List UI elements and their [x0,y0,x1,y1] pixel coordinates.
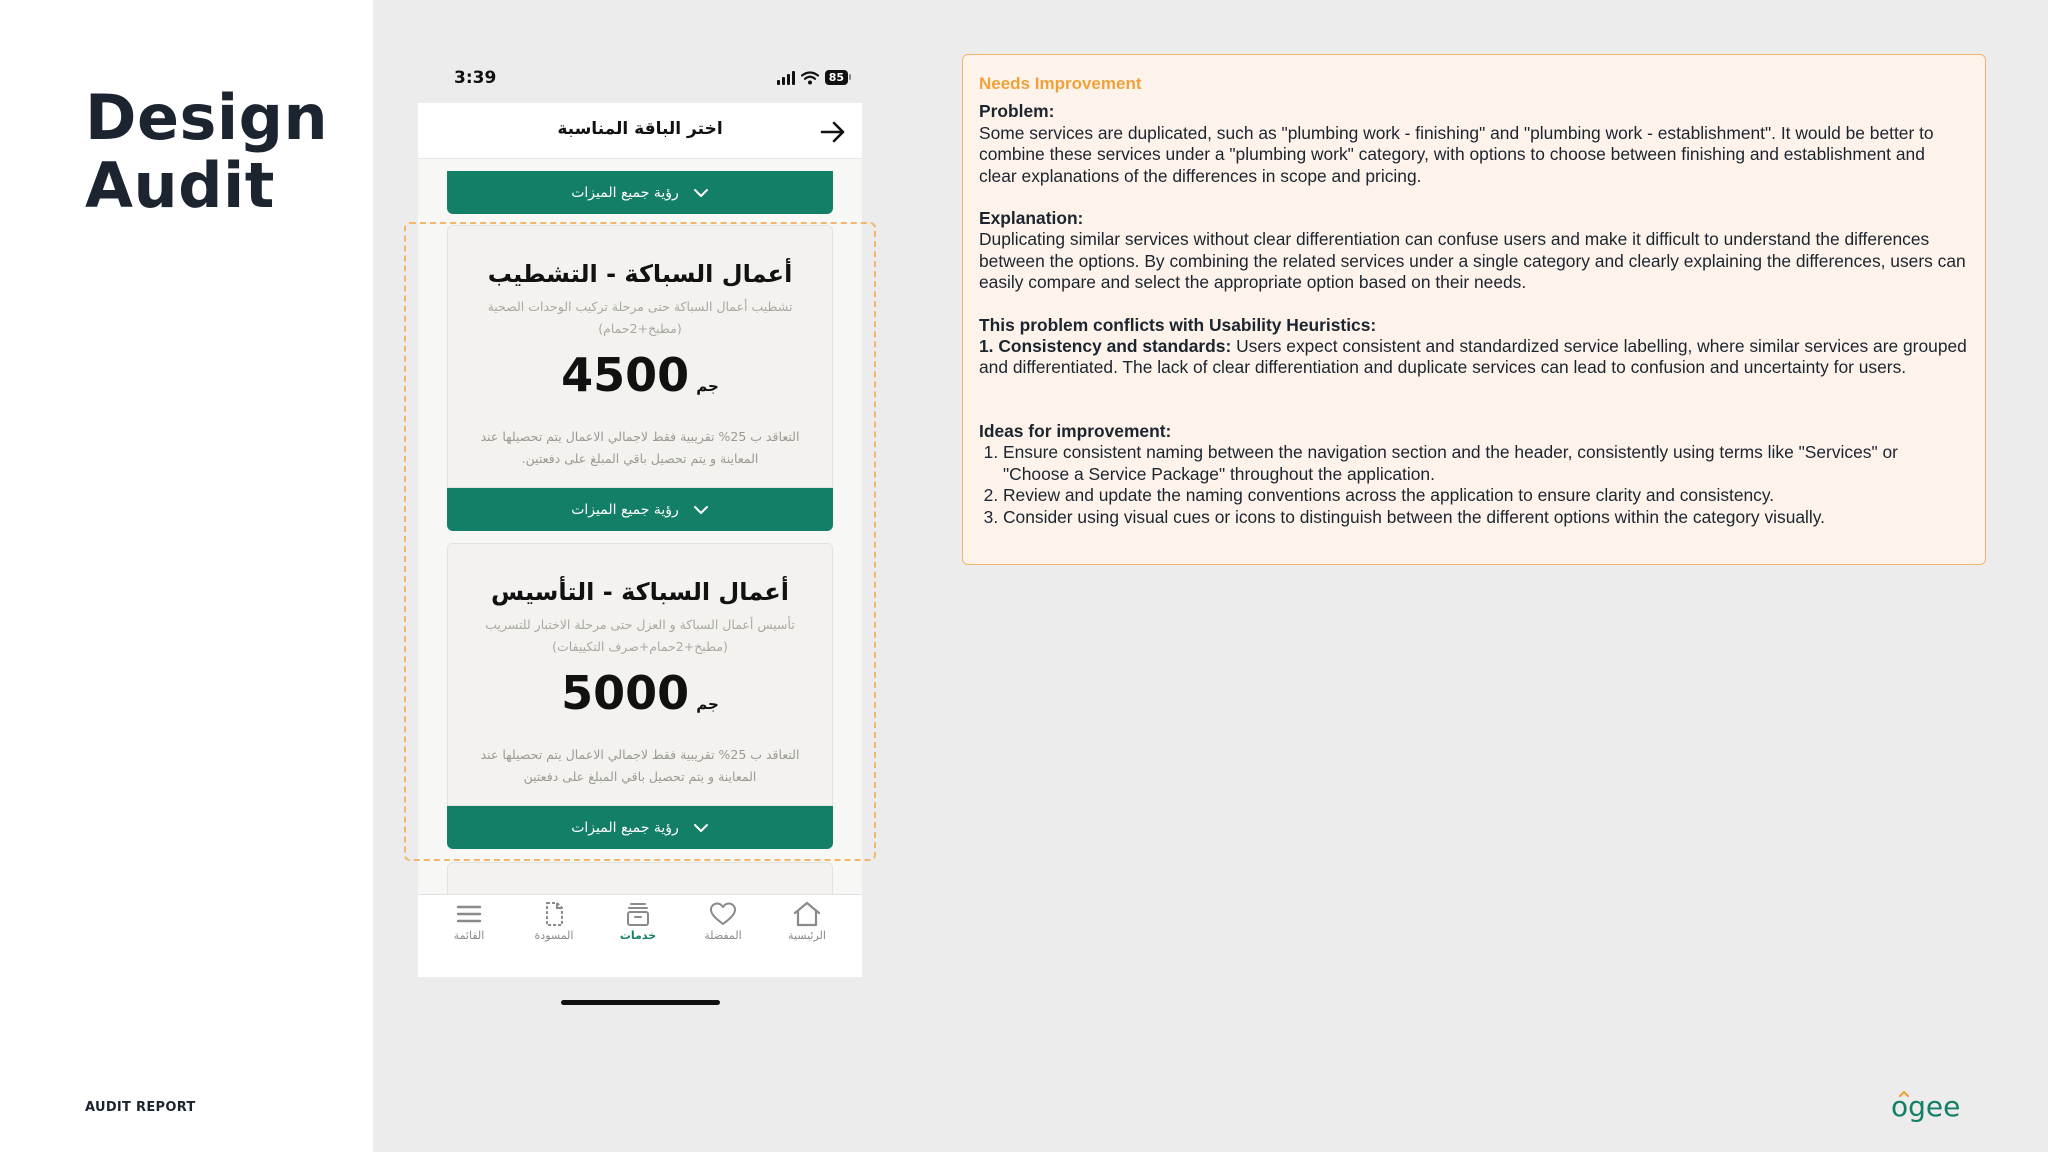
tab-home[interactable] [767,901,847,942]
tab-menu[interactable] [429,901,509,942]
heuristic-item-text: Users expect consistent and standardized service labelling, where similar services are grouped and differentiated. The lack of clear differentiation and duplicate services can lead to confusion and uncertainty for users. [979,336,1967,378]
draft-icon [540,901,568,927]
explanation-heading: Explanation: [979,208,1084,229]
tab-services[interactable] [598,901,678,942]
bottom-tab-bar [418,894,862,977]
problem-heading: Problem: [979,101,1055,122]
price-currency: جم [696,377,719,395]
home-icon [792,901,822,927]
note-tag: Needs Improvement [979,74,1142,93]
tab-label: المسودة [534,929,574,942]
services-icon [624,901,652,927]
price-currency: جم [696,695,719,713]
heuristics-heading: This problem conflicts with Usability Heuristics: [979,314,1377,335]
package-card-partial[interactable] [447,862,833,894]
signal-icon [777,71,795,85]
package-title: أعمال السباكة - التشطيب [487,260,793,288]
menu-icon [455,901,483,927]
ogee-logo [1890,1090,1964,1126]
price-value: 5000 [561,666,690,720]
see-all-features-label: رؤية جميع الميزات [571,184,679,201]
package-title: أعمال السباكة - التأسيس [491,578,789,606]
chevron-down-icon [693,188,709,198]
status-time: 3:39 [454,68,497,88]
tab-label: المفضلة [704,929,742,942]
see-all-features-button[interactable] [447,171,833,214]
price-value: 4500 [561,348,690,402]
heuristic-item [979,336,1967,379]
tab-label: القائمة [453,929,485,942]
status-icons [777,70,848,85]
package-payment-note: التعاقد ب 25% تقريبية فقط لاجمالي الاعمال يتم تحصيلها عند المعاينة و يتم تحصيل باقي المبلغ على دفعتين. [480,429,800,466]
heuristic-item-label: 1. Consistency and standards: [979,336,1232,357]
see-all-features-label: رؤية جميع الميزات [571,819,679,836]
slide-title-line1: Design [85,81,329,154]
tab-favorites[interactable] [683,901,763,942]
arrow-right-icon[interactable] [818,117,848,147]
logo-text: ogee [1891,1090,1961,1123]
slide-title-line2: Audit [85,149,275,222]
list-item: 1. Ensure consistent naming between the navigation section and the header, consistently using terms like "Services" or "Choose a Service Package" throughout the application. [1003,442,1967,485]
list-item: 3. Consider using visual cues or icons to distinguish between the different options within the category visually. [1003,507,1967,528]
audit-note [962,54,1986,565]
ideas-list [1003,442,1967,528]
package-description: تشطيب أعمال السباكة حتى مرحلة تركيب الوحدات الصحية (مطبخ+2حمام) [487,299,793,336]
tab-draft[interactable] [514,901,594,942]
explanation-text: Duplicating similar services without clear differentiation can confuse users and make it difficult to understand the differences between the options. By combining the related services under a single category and clearly explaining the differences, users can easily compare and select the appropriate option based on their needs. [979,229,1966,293]
problem-text: Some services are duplicated, such as "plumbing work - finishing" and "plumbing work - establishment". It would be better to combine these services under a "plumbing work" category, with options to choose between finishing and establishment and clear explanations of the differences in scope and pricing. [979,122,1934,186]
highlight-annotation [404,222,876,861]
home-indicator [561,1000,720,1005]
app-header [418,103,862,159]
tab-label: خدمات [619,929,657,942]
battery-icon: 85 [825,70,848,85]
ideas-heading: Ideas for improvement: [979,420,1172,441]
slide-title [85,81,329,222]
footer-label: AUDIT REPORT [85,1100,196,1115]
wifi-icon [801,71,819,85]
tab-label: الرئيسية [788,929,826,942]
package-description: تأسيس أعمال السباكة و العزل حتى مرحلة الاختبار للتسريب (مطبخ+2حمام+صرف التكييفات) [485,617,795,654]
status-bar [418,64,862,94]
left-panel [0,0,373,1152]
package-payment-note: التعاقد ب 25% تقريبية فقط لاجمالي الاعمال يتم تحصيلها عند المعاينة و يتم تحصيل باقي المبلغ على دفعتين [480,747,800,784]
see-all-features-label: رؤية جميع الميزات [571,501,679,518]
list-item: 2. Review and update the naming conventions across the application to ensure clarity and consistency. [1003,485,1967,506]
page-title: اختر الباقة المناسبة [557,119,723,139]
heart-icon [709,901,737,927]
